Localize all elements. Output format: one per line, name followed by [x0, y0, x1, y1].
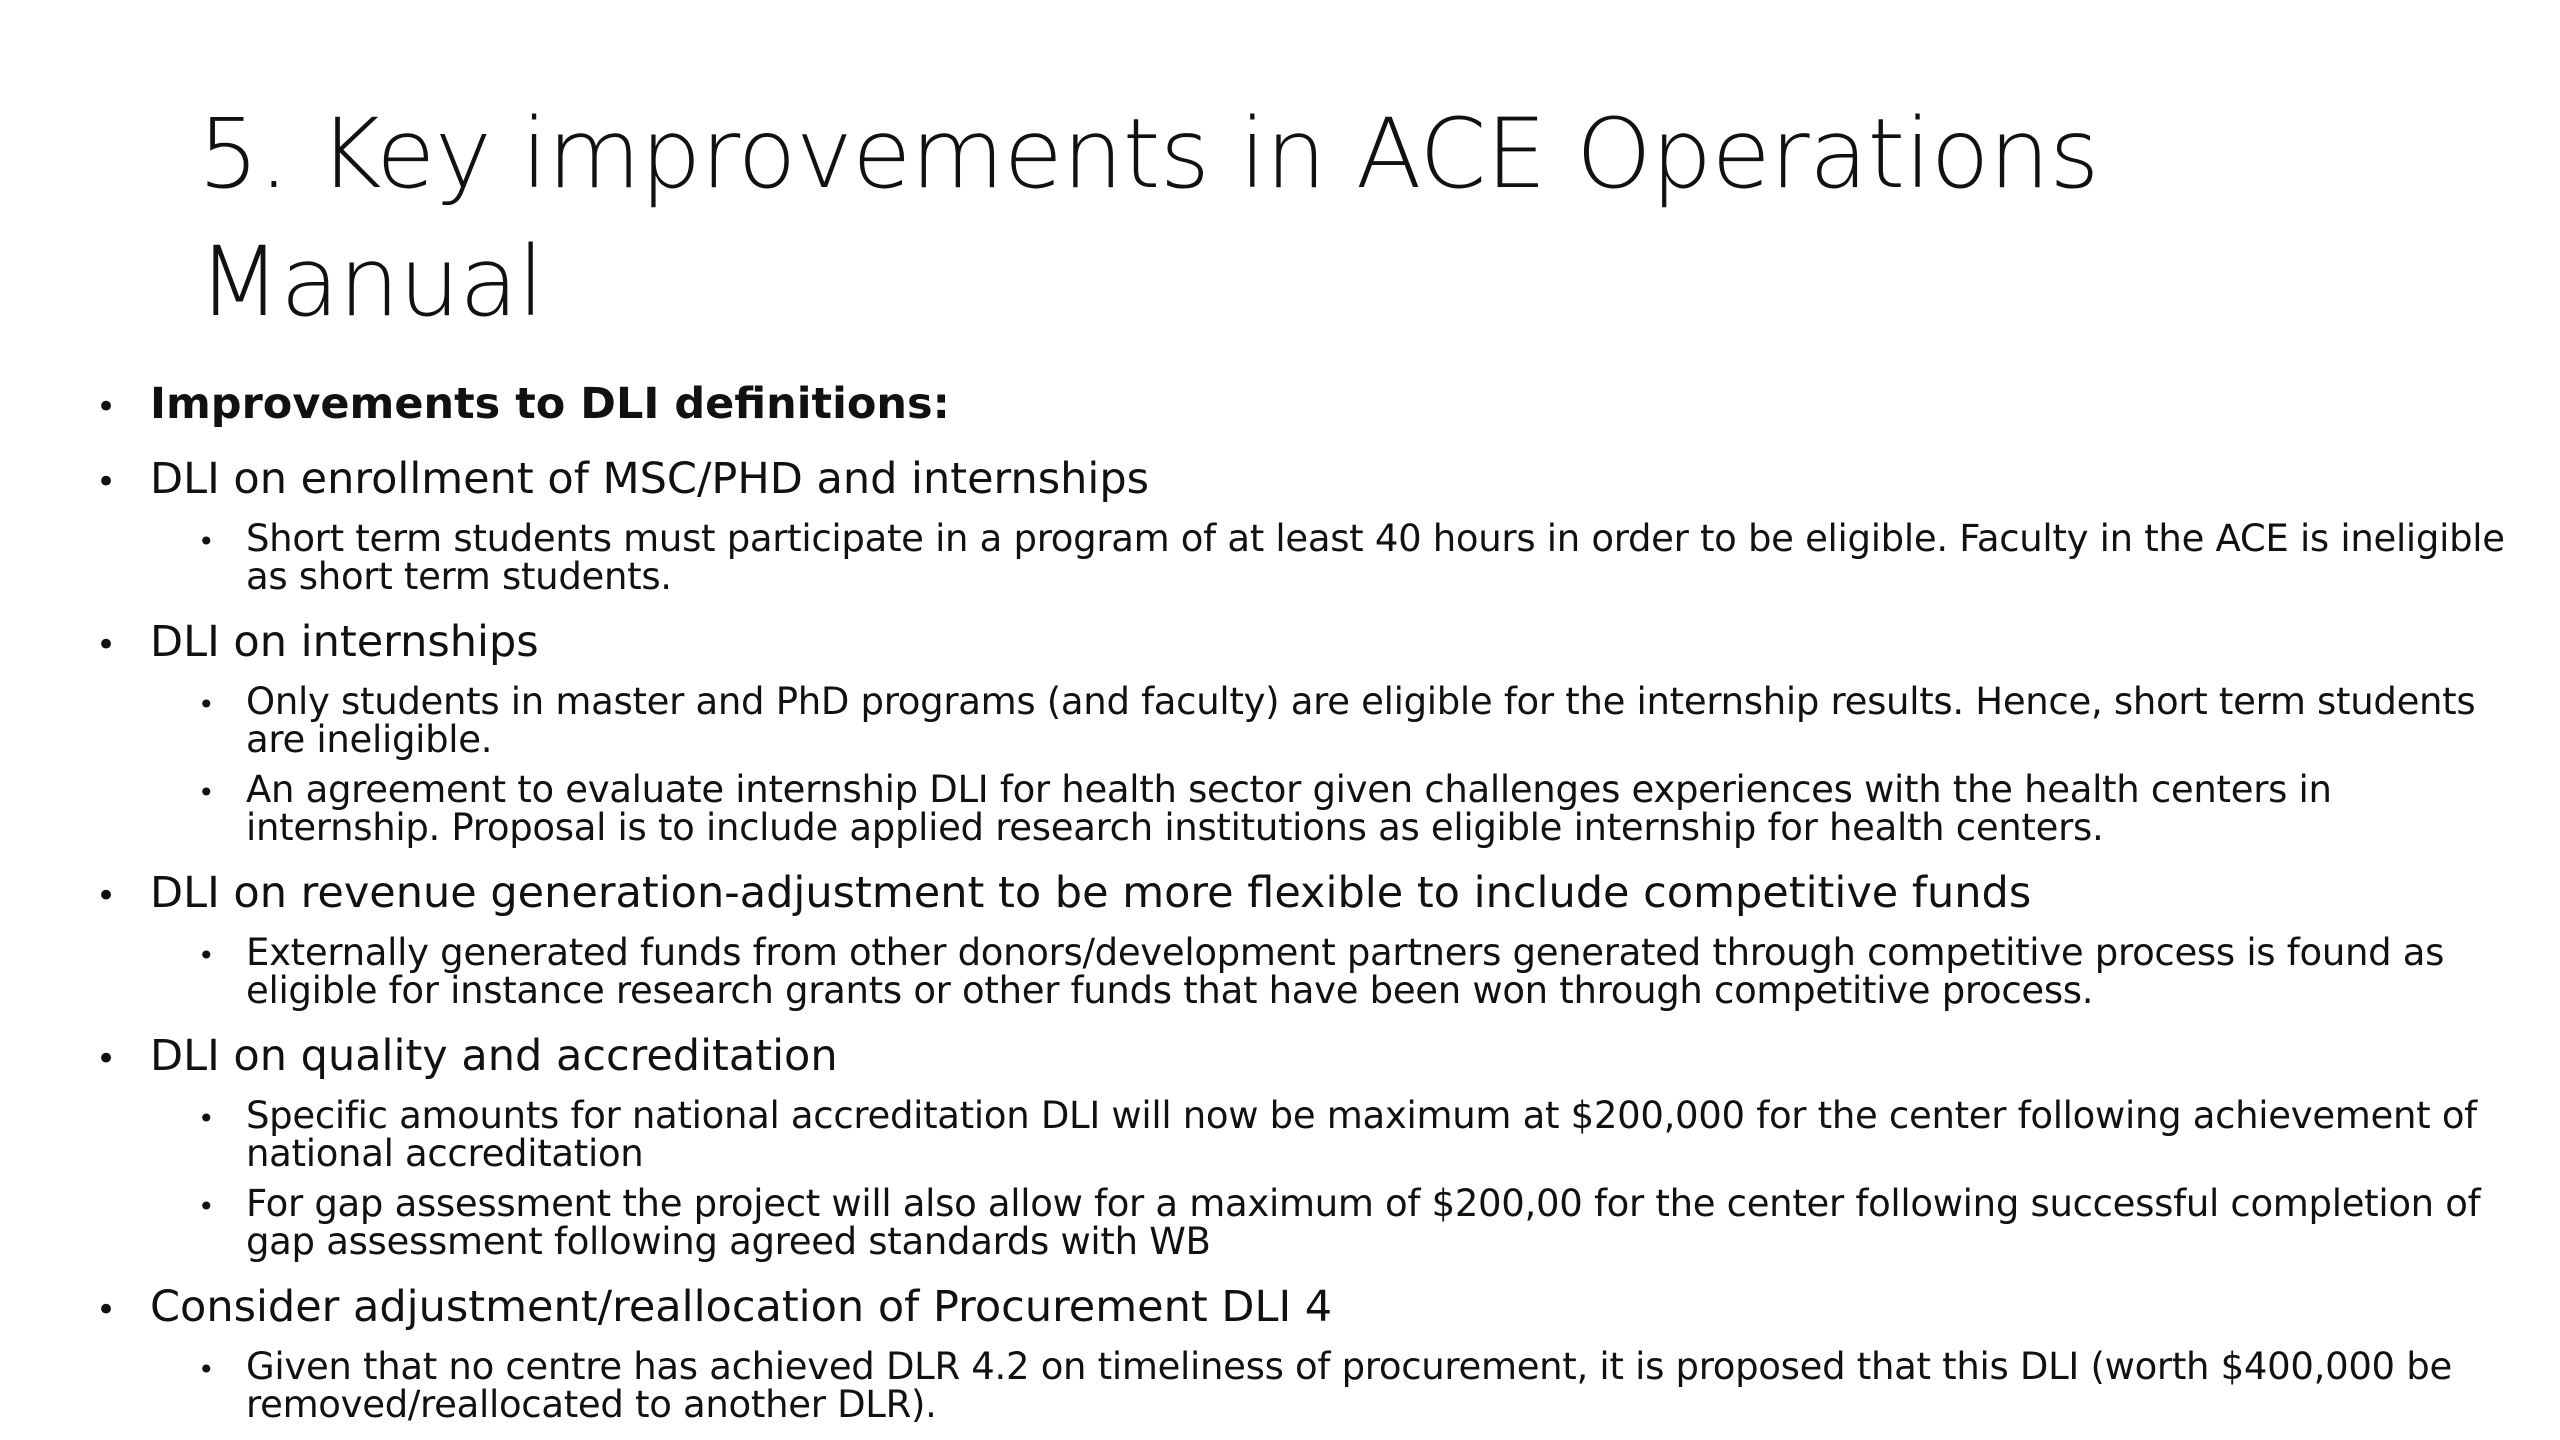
sub-bullet-list	[198, 1345, 2536, 1426]
list-item	[96, 616, 2536, 847]
level2-bullet	[198, 1345, 2536, 1426]
bullet-marker: •	[96, 387, 117, 427]
level2-bullet	[198, 680, 2536, 761]
slide-title: 5. Key improvements in ACE Operations Manual	[198, 98, 2099, 338]
sub-bullet-marker: •	[198, 1190, 215, 1223]
sub-bullet-marker: •	[198, 1102, 215, 1135]
level1-bullet	[96, 1281, 2536, 1336]
sub-bullet-text: Externally generated funds from other donors/development partners generated through competitive process is found as eligible for instance research grants or other funds that have been won through competitive process.	[246, 931, 2445, 1012]
bullet-text: DLI on enrollment of MSC/PHD and internships	[150, 454, 1150, 504]
bullet-text: Improvements to DLI definitions:	[150, 379, 950, 429]
sub-bullet-list	[198, 517, 2536, 598]
bullet-marker: •	[96, 1290, 117, 1330]
list-item	[96, 867, 2536, 1010]
sub-bullet-text: Only students in master and PhD programs (and faculty) are eligible for the internship results. Hence, short term students are ineligible.	[246, 680, 2476, 761]
bullet-text: DLI on revenue generation-adjustment to be more flexible to include competitive funds	[150, 868, 2032, 918]
level1-bullet	[96, 453, 2536, 508]
sub-bullet-text: For gap assessment the project will also allow for a maximum of $200,00 for the center following successful completion of gap assessment following agreed standards with WB	[246, 1182, 2481, 1263]
level2-bullet	[198, 1094, 2536, 1175]
sub-bullet-marker: •	[198, 688, 215, 721]
level1-bullet	[96, 867, 2536, 922]
list-item	[96, 1030, 2536, 1261]
level2-bullet	[198, 768, 2536, 849]
sub-bullet-text: Short term students must participate in a program of at least 40 hours in order to be eligible. Faculty in the ACE is ineligible as short term students.	[246, 517, 2505, 598]
bullet-text: DLI on internships	[150, 617, 539, 667]
sub-bullet-marker: •	[198, 525, 215, 558]
level1-bullet	[96, 1030, 2536, 1085]
list-item	[96, 1281, 2536, 1424]
sub-bullet-list	[198, 680, 2536, 849]
bullet-list	[96, 378, 2536, 1424]
sub-bullet-list	[198, 1094, 2536, 1263]
sub-bullet-text: Given that no centre has achieved DLR 4.2 on timeliness of procurement, it is proposed that this DLI (worth $400,000 be removed/reallocated to another DLR).	[246, 1345, 2452, 1426]
sub-bullet-list	[198, 931, 2536, 1012]
list-item	[96, 378, 2536, 433]
sub-bullet-text: Specific amounts for national accreditation DLI will now be maximum at $200,000 for the center following achievement of national accreditation	[246, 1094, 2477, 1175]
sub-bullet-marker: •	[198, 939, 215, 972]
bullet-marker: •	[96, 462, 117, 502]
sub-bullet-marker: •	[198, 1353, 215, 1386]
level2-bullet	[198, 1182, 2536, 1263]
list-item	[96, 453, 2536, 596]
bullet-marker: •	[96, 876, 117, 916]
level2-bullet	[198, 517, 2536, 598]
bullet-marker: •	[96, 1039, 117, 1079]
sub-bullet-marker: •	[198, 776, 215, 809]
bullet-marker: •	[96, 625, 117, 665]
level1-bullet	[96, 616, 2536, 671]
level2-bullet	[198, 931, 2536, 1012]
level1-bullet	[96, 378, 2536, 433]
bullet-text: DLI on quality and accreditation	[150, 1031, 838, 1081]
sub-bullet-text: An agreement to evaluate internship DLI for health sector given challenges experiences with the health centers in internship. Proposal is to include applied research institutions as eligible internship for health centers.	[246, 768, 2332, 849]
bullet-text: Consider adjustment/reallocation of Procurement DLI 4	[150, 1282, 1333, 1332]
